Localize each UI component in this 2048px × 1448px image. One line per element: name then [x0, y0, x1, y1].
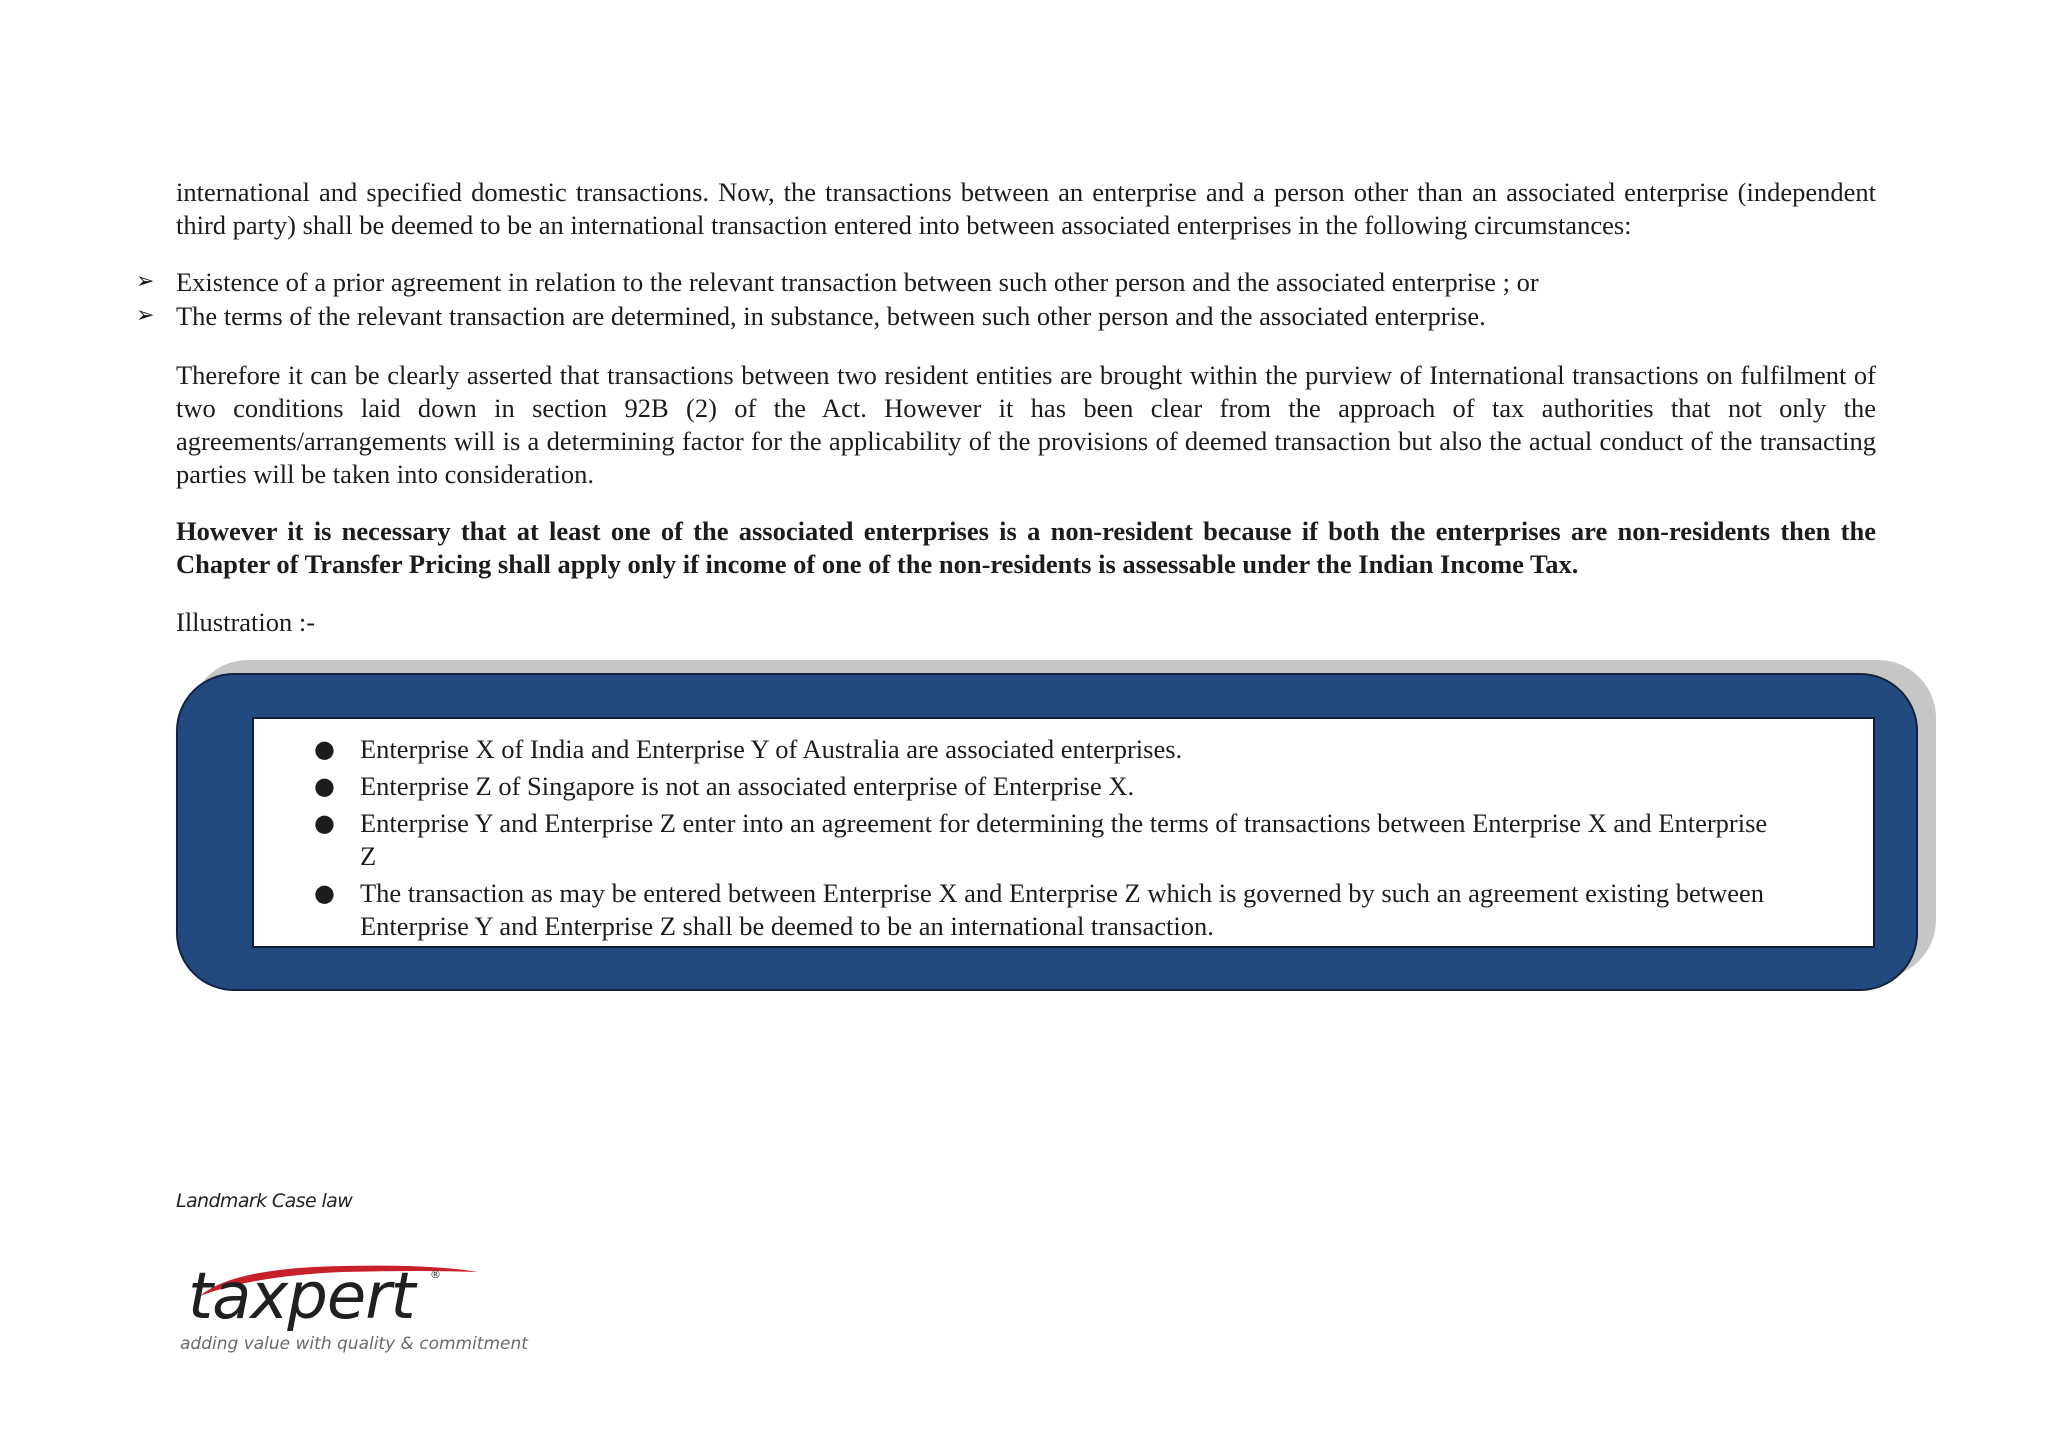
list-item: [136, 299, 1876, 333]
arrow-bullet-icon: ➢: [136, 303, 155, 328]
therefore-paragraph: Therefore it can be clearly asserted that transactions between two resident entities are brought within the purview of International transactions on fulfilment of two conditions laid down in section 92B (2) of the Act. However it has been clear from the approach of tax authorities that not only the agreements/arrangements will is a determining factor for the applicability of the provisions of deemed transaction but also the actual conduct of the transacting parties will be taken into consideration.: [176, 360, 1876, 489]
bullet-dot-icon: ●: [314, 809, 335, 837]
bullet-dot-icon: ●: [314, 735, 335, 763]
list-item: [314, 733, 1780, 766]
circumstance-text: The terms of the relevant transaction are determined, in substance, between such other person and the associated enterprise.: [176, 301, 1486, 331]
list-item: [314, 807, 1780, 873]
list-item: [314, 877, 1780, 943]
logo-wordmark: taxpert: [188, 1260, 415, 1334]
registered-mark: ®: [430, 1268, 441, 1281]
footer-section-label: Landmark Case law: [176, 1190, 353, 1212]
bullet-dot-icon: ●: [314, 879, 335, 907]
illustration-point: Enterprise Z of Singapore is not an associated enterprise of Enterprise X.: [360, 771, 1135, 801]
bullet-dot-icon: ●: [314, 772, 335, 800]
illustration-list: [314, 733, 1780, 947]
illustration-heading: Illustration :-: [176, 607, 316, 637]
intro-paragraph: international and specified domestic transactions. Now, the transactions between an enterprise and a person other than an associated enterprise (independent third party) shall be deemed to be an international transaction entered into between associated enterprises in the following circumstances:: [176, 177, 1876, 240]
arrow-bullet-icon: ➢: [136, 269, 155, 294]
logo-tagline: adding value with quality & commitment: [180, 1334, 528, 1354]
list-item: [314, 770, 1780, 803]
circumstance-text: Existence of a prior agreement in relation to the relevant transaction between such other person and the associated enterprise ; or: [176, 267, 1539, 297]
illustration-point: Enterprise X of India and Enterprise Y of Australia are associated enterprises.: [360, 734, 1183, 764]
illustration-point: The transaction as may be entered between Enterprise X and Enterprise Z which is governed by such an agreement existing between Enterprise Y and Enterprise Z shall be deemed to be an international transaction.: [360, 878, 1764, 941]
circumstances-list: [136, 265, 1876, 333]
list-item: [136, 265, 1876, 299]
illustration-point: Enterprise Y and Enterprise Z enter into an agreement for determining the terms of transactions between Enterprise X and Enterprise Z: [360, 808, 1768, 871]
taxpert-logo: [178, 1262, 598, 1362]
bold-note-paragraph: However it is necessary that at least one of the associated enterprises is a non-resident because if both the enterprises are non-residents then the Chapter of Transfer Pricing shall apply only if income of one of the non-residents is assessable under the Indian Income Tax.: [176, 516, 1876, 579]
